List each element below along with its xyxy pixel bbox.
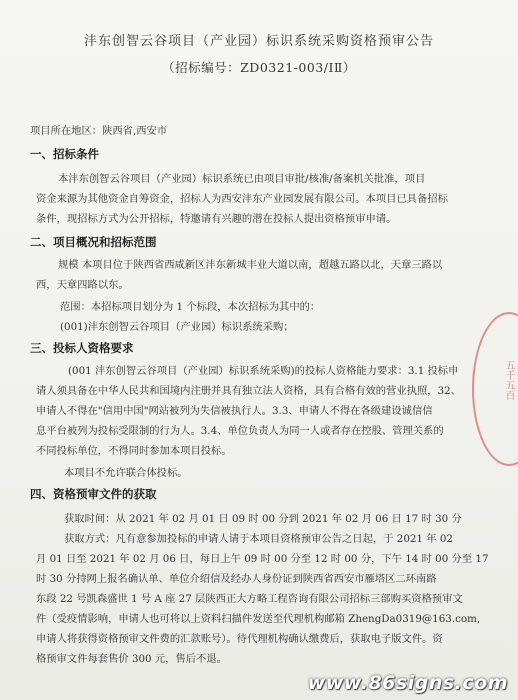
section-3-line: 申请人不得在"信用中国"网站被列为失信被执行人。3.3、申请人不得在各级建设诚信信	[36, 405, 433, 417]
section-1-line: 本沣东创智云谷项目（产业园）标识系统已由项目审批/核准/备案机关批准，项目	[58, 173, 426, 185]
section-4-heading: 四、资格预审文件的获取	[30, 487, 157, 501]
section-4-line: 申请人将获得资格预审文件费的汇款账号）。待代理机构确认缴费后，获取电子版文件。资	[36, 633, 443, 645]
section-4-line: 获取方式：凡有意参加投标的申请人请于本项目资格预审公告之日起，于 2021 年 02	[64, 533, 453, 545]
section-2-line: 规模 本项目位于陕西省西咸新区沣东新城丰业大道以南，超越五路以北，天章三路以	[58, 259, 443, 271]
section-3-line: (001 沣东创智云谷项目（产业园）标识系统采购)的投标人资格能力要求：3.1 投标申	[68, 365, 459, 377]
section-3-line: 本项目不允许联合体投标。	[64, 467, 188, 479]
section-4-line: 格预审文件每套售价 300 元，售后不退。	[36, 653, 227, 665]
site-watermark: www.86signs.com	[307, 672, 508, 694]
tender-number: （招标编号：ZD0321-003/ⅠⅡ）	[162, 60, 356, 75]
section-1-line: 条件，现招标方式为公开招标，特邀请有兴趣的潜在投标人提出资格预审申请。	[36, 213, 397, 225]
section-2-line: 范围：本招标项目划分为 1 个标段，本次招标为其中的：	[60, 301, 321, 313]
section-3-line: 不同投标单位，不得同时参加本项目投标。	[36, 445, 232, 457]
section-2-heading: 二、项目概况和招标范围	[30, 235, 157, 249]
section-1-line: 资金来源为其他资金自筹资金，招标人为西安沣东产业园发展有限公司。本项目已具备招标	[36, 193, 448, 205]
section-3-heading: 三、投标人资格要求	[30, 341, 134, 355]
section-4-line: 件（受疫情影响，申请人也可将以上资料扫描件发送至代理机构邮箱 ZhengDa0319@163.com,	[36, 613, 481, 625]
section-4-line: 月 01 日至 2021 年 02 月 06 日，每日上午 09 时 00 分至 12 时 00 分，下午 14 时 00 分至 17	[36, 553, 489, 565]
section-3-line: 息平台被列为投标受限制的行为人。3.4、单位负责人为同一人或者存在控股、管理关系的	[36, 425, 444, 437]
document-title: 沣东创智云谷项目（产业园）标识系统采购资格预审公告	[83, 34, 434, 49]
section-4-line: 时 30 分持网上报名确认单、单位介绍信及经办人身份证到陕西省西安市雁塔区二环南路	[36, 573, 437, 585]
seal-text: 五千五百	[503, 360, 514, 400]
section-2-line: 西，天章四路以东。	[36, 279, 129, 291]
project-location: 项目所在地区：陕西省,西安市	[30, 125, 168, 137]
section-1-heading: 一、招标条件	[30, 147, 99, 161]
section-2-line: (001)沣东创智云谷项目（产业园）标识系统采购；	[60, 321, 294, 333]
section-4-line: 东段 22 号凯森盛世 1 号 A 座 27 层陕西正大方略工程咨询有限公司招标三部购买资格预审文	[36, 593, 463, 605]
section-3-line: 请人须具备在中华人民共和国境内注册并具有独立法人资格，具有合格有效的营业执照，32、	[36, 385, 461, 397]
section-4-line: 获取时间：从 2021 年 02 月 01 日 09 时 00 分到 2021 年 02 月 06 日 17 时 30 分	[64, 513, 462, 525]
